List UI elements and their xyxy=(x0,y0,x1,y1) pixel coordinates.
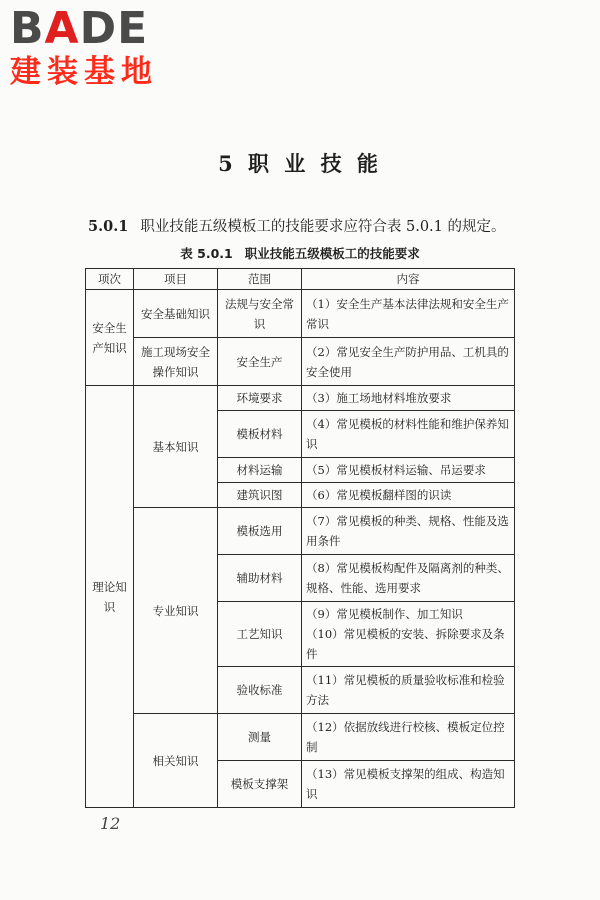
scope-cell: 安全生产 xyxy=(218,338,302,386)
header-cell: 项目 xyxy=(134,269,218,290)
content-cell: （11）常见模板的质量验收标准和检验方法 xyxy=(302,667,515,714)
scope-cell: 建筑识图 xyxy=(218,483,302,508)
content-cell: （7）常见模板的种类、规格、性能及选用条件 xyxy=(302,508,515,555)
content-cell: （6）常见模板翻样图的识读 xyxy=(302,483,515,508)
scope-cell: 验收标准 xyxy=(218,667,302,714)
scope-cell: 模板选用 xyxy=(218,508,302,555)
content-cell: （2）常见安全生产防护用品、工机具的安全使用 xyxy=(302,338,515,386)
header-cell: 内容 xyxy=(302,269,515,290)
item-cell: 安全基础知识 xyxy=(134,290,218,338)
table-caption-number: 表 5.0.1 xyxy=(180,246,233,261)
clause-text: 职业技能五级模板工的技能要求应符合表 5.0.1 的规定。 xyxy=(140,219,506,235)
scope-cell: 模板材料 xyxy=(218,411,302,458)
table-row xyxy=(86,338,515,386)
scope-cell: 模板支撑架 xyxy=(218,761,302,808)
scope-cell: 材料运输 xyxy=(218,458,302,483)
table-row xyxy=(86,714,515,761)
clause-paragraph xyxy=(88,215,506,236)
item-cell: 基本知识 xyxy=(134,386,218,508)
table-row xyxy=(86,290,515,338)
scope-cell: 测量 xyxy=(218,714,302,761)
scope-cell: 工艺知识 xyxy=(218,602,302,667)
table-row xyxy=(86,508,515,555)
logo-wordmark: BADE xyxy=(10,3,149,54)
content-cell: （5）常见模板材料运输、吊运要求 xyxy=(302,458,515,483)
content-cell: （12）依据放线进行校核、模板定位控制 xyxy=(302,714,515,761)
page-number: 12 xyxy=(100,814,121,833)
scope-cell: 法规与安全常识 xyxy=(218,290,302,338)
item-cell: 专业知识 xyxy=(134,508,218,714)
table-caption-title: 职业技能五级模板工的技能要求 xyxy=(244,246,420,261)
scope-cell: 辅助材料 xyxy=(218,555,302,602)
logo-wordmark-accent: A xyxy=(44,3,80,54)
scope-cell: 环境要求 xyxy=(218,386,302,411)
content-cell xyxy=(302,602,515,667)
item-cell: 相关知识 xyxy=(134,714,218,808)
logo-subtitle: 建装基地 xyxy=(10,54,158,90)
header-cell: 项次 xyxy=(86,269,134,290)
content-cell: （3）施工场地材料堆放要求 xyxy=(302,386,515,411)
content-line: （9）常见模板制作、加工知识 xyxy=(306,607,463,621)
content-cell: （4）常见模板的材料性能和维护保养知识 xyxy=(302,411,515,458)
content-line: （10）常见模板的安装、拆除要求及条件 xyxy=(306,627,505,661)
category-cell: 安全生产知识 xyxy=(86,290,134,386)
category-cell: 理论知识 xyxy=(86,386,134,808)
chapter-title: 5 职 业 技 能 xyxy=(218,151,382,176)
content-cell: （13）常见模板支撑架的组成、构造知识 xyxy=(302,761,515,808)
item-cell: 施工现场安全操作知识 xyxy=(134,338,218,386)
table-caption xyxy=(0,244,600,262)
bade-logo xyxy=(10,4,158,90)
header-cell: 范围 xyxy=(218,269,302,290)
skill-requirements-table xyxy=(85,268,515,808)
clause-number: 5.0.1 xyxy=(88,218,129,235)
table-header-row xyxy=(86,269,515,290)
table-row xyxy=(86,386,515,411)
content-cell: （1）安全生产基本法律法规和安全生产常识 xyxy=(302,290,515,338)
content-cell: （8）常见模板构配件及隔离剂的种类、规格、性能、选用要求 xyxy=(302,555,515,602)
